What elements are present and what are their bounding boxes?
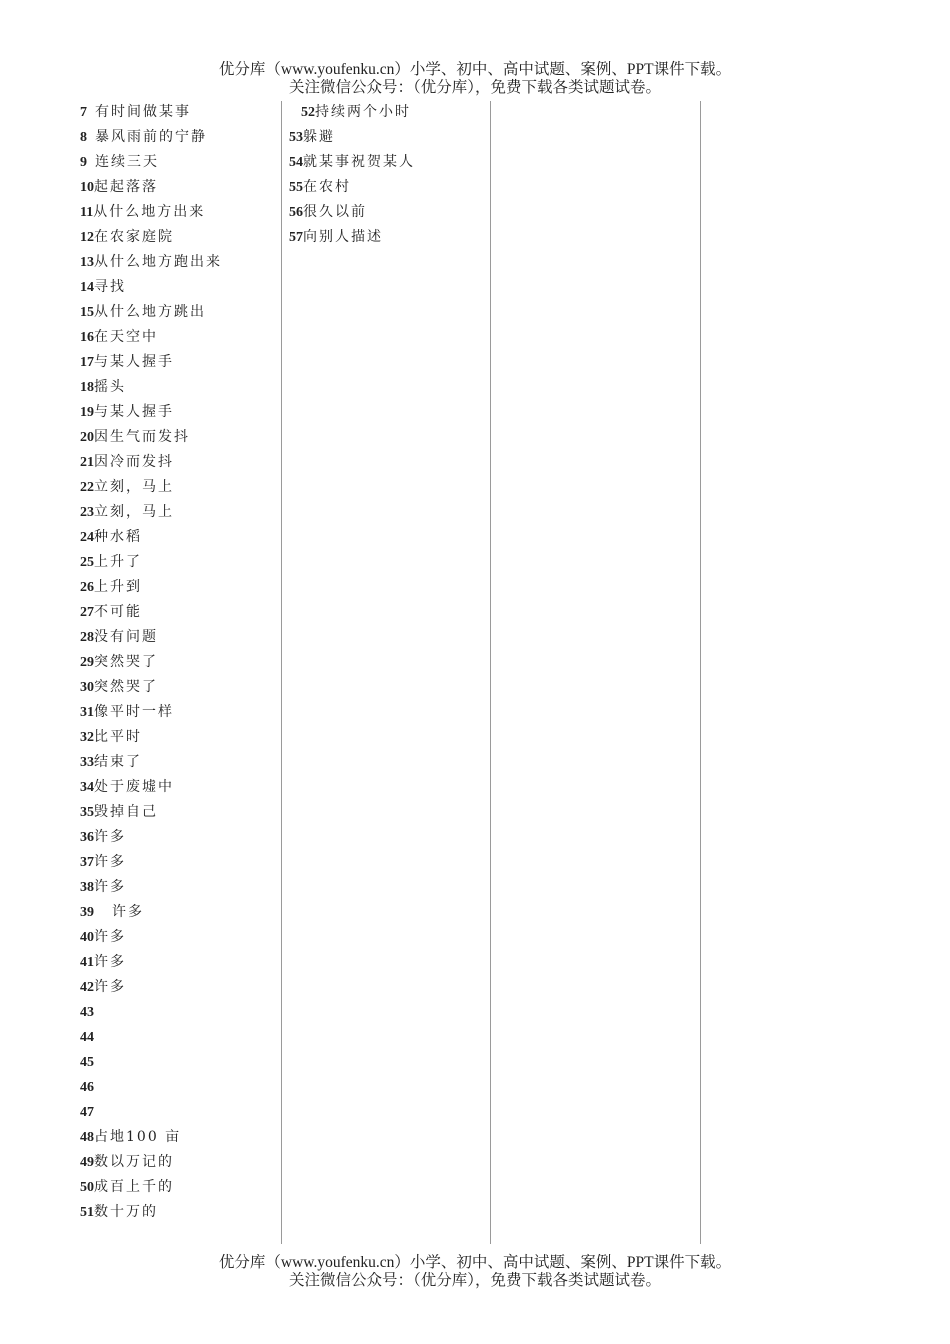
vocabulary-item [80, 875, 222, 900]
item-text: 许多 [94, 929, 126, 945]
item-number: 36 [80, 830, 94, 845]
vocabulary-item [80, 1175, 222, 1200]
vocabulary-item [80, 575, 222, 600]
item-number: 47 [80, 1105, 94, 1120]
item-text: 许多 [94, 829, 126, 845]
item-number: 15 [80, 305, 94, 320]
vocabulary-item [80, 1075, 222, 1100]
item-text: 连续三天 [95, 154, 159, 170]
item-text: 成百上千的 [94, 1179, 174, 1195]
vocabulary-item [80, 850, 222, 875]
item-text: 占地100 亩 [94, 1129, 182, 1145]
item-number: 24 [80, 530, 94, 545]
item-number: 28 [80, 630, 94, 645]
vocabulary-item [80, 225, 222, 250]
vocabulary-item [80, 425, 222, 450]
item-text: 上升了 [94, 554, 142, 570]
item-number: 21 [80, 455, 94, 470]
item-text: 寻找 [94, 279, 126, 295]
item-number: 50 [80, 1180, 94, 1195]
vocabulary-item [80, 700, 222, 725]
vocabulary-item [80, 1200, 222, 1225]
vocabulary-item [80, 975, 222, 1000]
item-number: 52 [301, 105, 315, 120]
item-number: 13 [80, 255, 94, 270]
vocabulary-item [289, 125, 415, 150]
item-number: 55 [289, 180, 303, 195]
header-line-1: 优分库（www.youfenku.cn）小学、初中、高中试题、案例、PPT课件下载。 [218, 61, 732, 78]
item-number: 33 [80, 755, 94, 770]
vocabulary-item [289, 100, 415, 125]
item-number: 31 [80, 705, 94, 720]
item-number: 45 [80, 1055, 94, 1070]
vocabulary-item [80, 525, 222, 550]
item-number: 53 [289, 130, 303, 145]
vocabulary-column-2 [289, 100, 415, 250]
item-number: 30 [80, 680, 94, 695]
item-number: 18 [80, 380, 94, 395]
column-divider [700, 101, 701, 1244]
item-text: 许多 [94, 954, 126, 970]
vocabulary-item [289, 200, 415, 225]
item-number: 54 [289, 155, 303, 170]
item-text: 比平时 [94, 729, 142, 745]
vocabulary-item [80, 250, 222, 275]
column-divider [490, 101, 491, 1244]
item-text: 立刻，马上 [94, 479, 174, 495]
item-number: 48 [80, 1130, 94, 1145]
vocabulary-item [80, 1025, 222, 1050]
item-number: 10 [80, 180, 94, 195]
vocabulary-item [80, 450, 222, 475]
vocabulary-item [289, 225, 415, 250]
vocabulary-item [80, 650, 222, 675]
vocabulary-item [80, 325, 222, 350]
vocabulary-item [80, 725, 222, 750]
item-text: 因冷而发抖 [94, 454, 174, 470]
item-text: 立刻，马上 [94, 504, 174, 520]
vocabulary-item [80, 300, 222, 325]
vocabulary-item [80, 550, 222, 575]
item-text: 结束了 [94, 754, 142, 770]
item-number: 9 [80, 155, 87, 170]
vocabulary-item [80, 825, 222, 850]
vocabulary-item [80, 600, 222, 625]
vocabulary-item [80, 275, 222, 300]
item-number: 46 [80, 1080, 94, 1095]
item-text: 躲避 [303, 129, 335, 145]
item-number: 41 [80, 955, 94, 970]
item-number: 12 [80, 230, 94, 245]
item-number: 42 [80, 980, 94, 995]
vocabulary-item [80, 1100, 222, 1125]
item-text: 向别人描述 [303, 229, 383, 245]
vocabulary-item [80, 125, 222, 150]
item-number: 56 [289, 205, 303, 220]
item-text: 很久以前 [303, 204, 367, 220]
item-text: 突然哭了 [94, 679, 158, 695]
item-number: 38 [80, 880, 94, 895]
item-number: 17 [80, 355, 94, 370]
vocabulary-item [80, 775, 222, 800]
vocabulary-item [80, 200, 222, 225]
item-text: 许多 [94, 854, 126, 870]
vocabulary-item [80, 400, 222, 425]
vocabulary-item [80, 950, 222, 975]
item-number: 57 [289, 230, 303, 245]
vocabulary-item [289, 175, 415, 200]
vocabulary-item [80, 175, 222, 200]
vocabulary-item [80, 1150, 222, 1175]
footer-line-1: 优分库（www.youfenku.cn）小学、初中、高中试题、案例、PPT课件下载。 [218, 1254, 732, 1271]
item-text: 因生气而发抖 [94, 429, 190, 445]
vocabulary-item [80, 100, 222, 125]
item-number: 25 [80, 555, 94, 570]
item-text: 像平时一样 [94, 704, 174, 720]
vocabulary-item [289, 150, 415, 175]
item-text: 就某事祝贺某人 [303, 154, 415, 170]
item-number: 22 [80, 480, 94, 495]
item-number: 29 [80, 655, 94, 670]
item-text: 有时间做某事 [95, 104, 191, 120]
vocabulary-item [80, 1000, 222, 1025]
item-text: 在天空中 [94, 329, 158, 345]
item-text: 与某人握手 [94, 354, 174, 370]
item-text: 与某人握手 [94, 404, 174, 420]
vocabulary-column-1 [80, 100, 222, 1225]
item-number: 14 [80, 280, 94, 295]
item-number: 49 [80, 1155, 94, 1170]
vocabulary-item [80, 925, 222, 950]
item-text: 种水稻 [94, 529, 142, 545]
item-text: 在农家庭院 [94, 229, 174, 245]
vocabulary-item [80, 350, 222, 375]
item-text: 在农村 [303, 179, 351, 195]
vocabulary-item [80, 625, 222, 650]
item-number: 23 [80, 505, 94, 520]
item-text: 许多 [94, 879, 126, 895]
item-number: 8 [80, 130, 87, 145]
item-text: 不可能 [94, 604, 142, 620]
item-text: 数以万记的 [94, 1154, 174, 1170]
item-text: 暴风雨前的宁静 [95, 129, 207, 145]
item-text: 从什么地方跳出 [94, 304, 206, 320]
item-number: 34 [80, 780, 94, 795]
item-text: 处于废墟中 [94, 779, 174, 795]
item-text: 起起落落 [94, 179, 158, 195]
item-number: 39 [80, 905, 94, 920]
item-number: 51 [80, 1205, 94, 1220]
item-number: 35 [80, 805, 94, 820]
item-text: 上升到 [94, 579, 142, 595]
item-text: 许多 [94, 979, 126, 995]
vocabulary-item [80, 150, 222, 175]
item-number: 40 [80, 930, 94, 945]
item-number: 43 [80, 1005, 94, 1020]
item-text: 摇头 [94, 379, 126, 395]
item-number: 26 [80, 580, 94, 595]
item-text: 持续两个小时 [315, 104, 411, 120]
item-number: 19 [80, 405, 94, 420]
vocabulary-item [80, 900, 222, 925]
vocabulary-item [80, 475, 222, 500]
item-number: 11 [80, 205, 94, 220]
item-number: 37 [80, 855, 94, 870]
item-number: 27 [80, 605, 94, 620]
item-text: 突然哭了 [94, 654, 158, 670]
vocabulary-item [80, 675, 222, 700]
item-number: 44 [80, 1030, 94, 1045]
item-text: 从什么地方出来 [93, 204, 206, 220]
item-text: 没有问题 [94, 629, 158, 645]
vocabulary-item [80, 500, 222, 525]
item-text: 毁掉自己 [94, 804, 158, 820]
vocabulary-item [80, 1125, 222, 1150]
item-number: 7 [80, 105, 87, 120]
item-text: 许多 [112, 904, 144, 920]
footer-line-2: 关注微信公众号：（优分库），免费下载各类试题试卷。 [288, 1272, 661, 1289]
vocabulary-item [80, 375, 222, 400]
column-divider [281, 101, 282, 1244]
header-line-2: 关注微信公众号：（优分库），免费下载各类试题试卷。 [288, 79, 661, 96]
vocabulary-item [80, 1050, 222, 1075]
item-number: 16 [80, 330, 94, 345]
item-number: 20 [80, 430, 94, 445]
vocabulary-item [80, 750, 222, 775]
item-text: 数十万的 [94, 1204, 158, 1220]
item-number: 32 [80, 730, 94, 745]
vocabulary-item [80, 800, 222, 825]
item-text: 从什么地方跑出来 [94, 254, 222, 270]
